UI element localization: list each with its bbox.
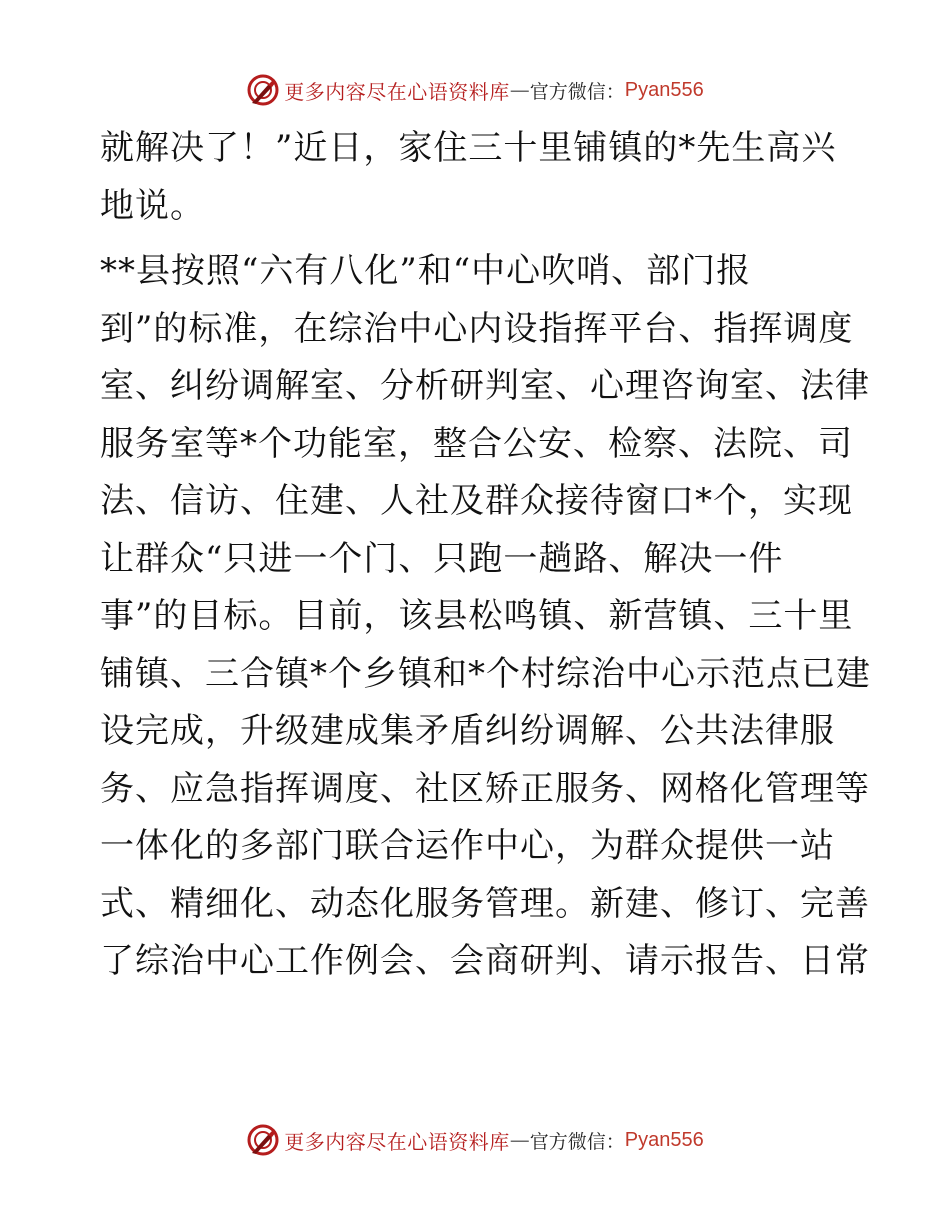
text-line: 设完成，升级建成集矛盾纠纷调解、公共法律服 <box>100 711 835 751</box>
banner-main-text: 更多内容尽在心语资料库 <box>284 1129 510 1154</box>
paragraph-2 <box>100 243 871 991</box>
pen-logo-icon <box>246 1123 280 1157</box>
text-line: 到”的标准，在综治中心内设指挥平台、指挥调度 <box>100 308 854 349</box>
header-watermark-banner <box>0 70 950 110</box>
document-body <box>100 120 871 991</box>
banner-separator: — <box>509 1128 530 1152</box>
text-line: 务、应急指挥调度、社区矫正服务、网格化管理等 <box>100 768 870 809</box>
text-line: 事”的目标。目前，该县松鸣镇、新营镇、三十里 <box>100 596 854 636</box>
text-line: 地说。 <box>100 185 205 226</box>
pen-logo-icon <box>246 73 280 107</box>
banner-separator: — <box>509 78 530 102</box>
text-line: 铺镇、三合镇*个乡镇和*个村综治中心示范点已建 <box>100 653 871 694</box>
banner-main-text: 更多内容尽在心语资料库 <box>284 79 510 104</box>
banner-wechat-id: Pyan556 <box>624 1128 704 1151</box>
text-line: 法、信访、住建、人社及群众接待窗口*个，实现 <box>100 481 853 521</box>
text-line: 室、纠纷调解室、分析研判室、心理咨询室、法律 <box>100 366 870 406</box>
banner-wechat-label: 官方微信： <box>529 1130 625 1153</box>
text-line: 一体化的多部门联合运作中心，为群众提供一站 <box>100 826 835 866</box>
text-line: 让群众“只进一个门、只跑一趟路、解决一件 <box>100 538 784 579</box>
text-line: 了综治中心工作例会、会商研判、请示报告、日常 <box>100 941 870 981</box>
paragraph-1 <box>100 120 860 235</box>
text-line: **县按照“六有八化”和“中心吹哨、部门报 <box>100 251 752 291</box>
footer-watermark-banner <box>0 1120 950 1160</box>
paragraph-gap <box>100 235 860 243</box>
banner-wechat-id: Pyan556 <box>624 78 704 101</box>
text-line: 式、精细化、动态化服务管理。新建、修订、完善 <box>100 883 870 924</box>
banner-wechat-label: 官方微信： <box>529 80 625 103</box>
text-line: 服务室等*个功能室，整合公安、检察、法院、司 <box>100 423 853 464</box>
text-line: 就解决了！”近日，家住三十里铺镇的*先生高兴 <box>100 128 837 168</box>
